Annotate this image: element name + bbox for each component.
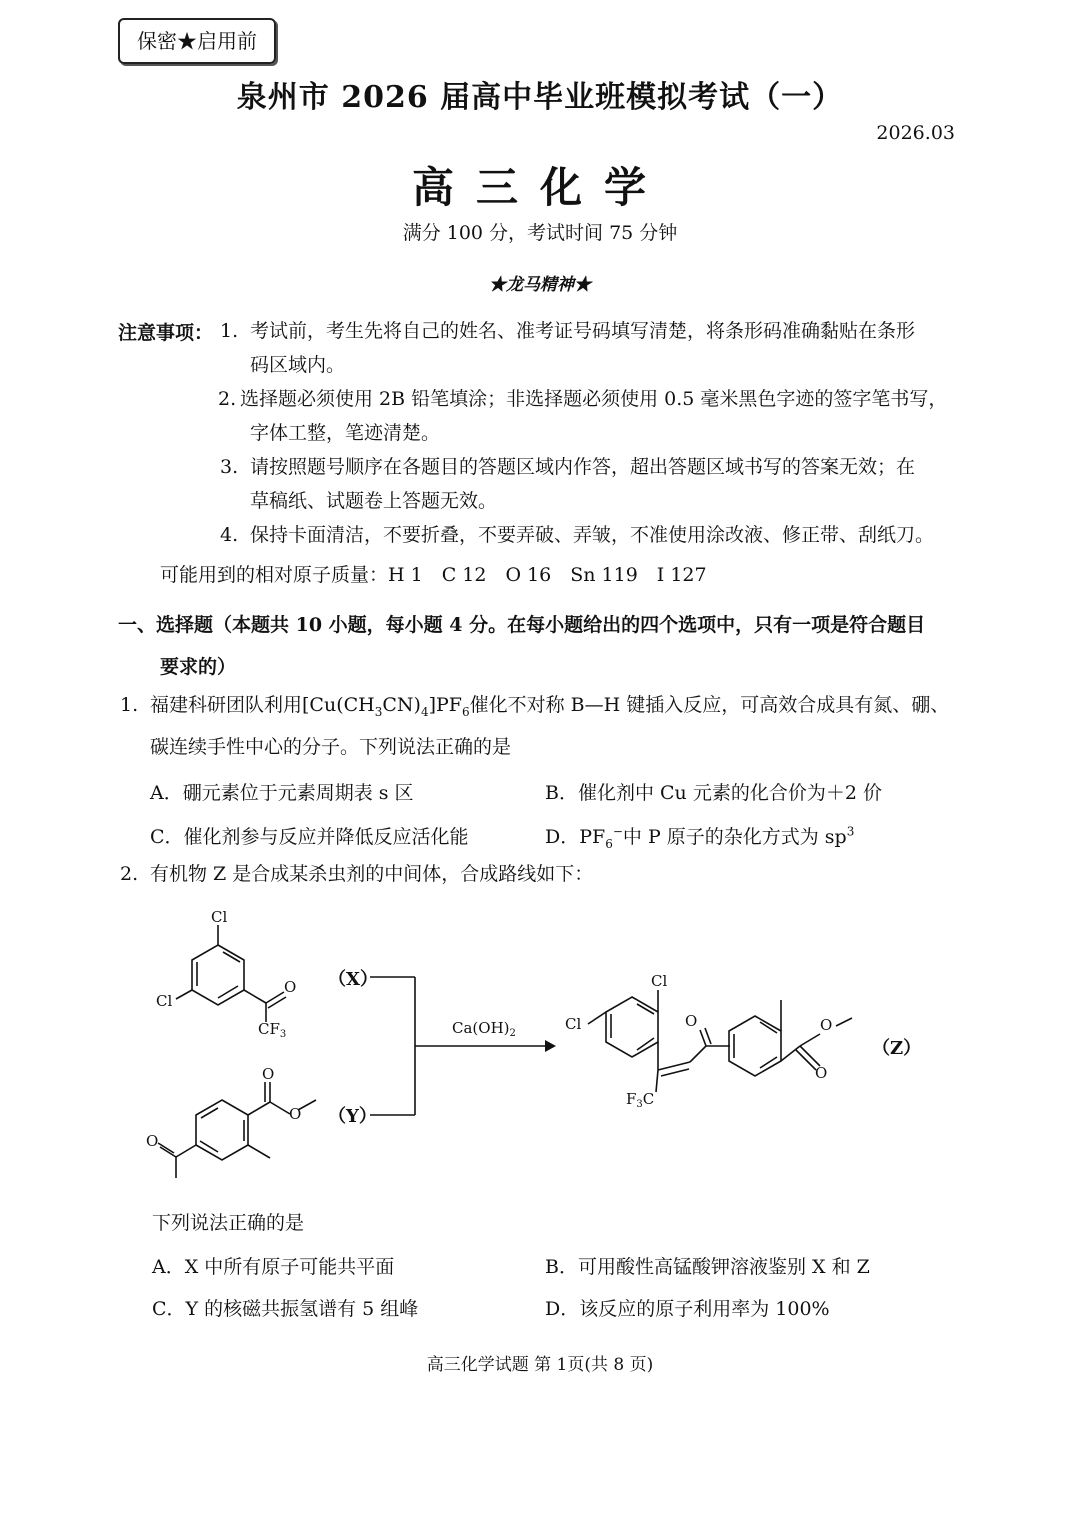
section-1-title-line1: 一、选择题（本题共 10 小题，每小题 4 分。在每小题给出的四个选项中，只有一项是符合题目	[118, 614, 926, 636]
q1-opt-d-mid: 中 P 原子的杂化方式为 sp	[622, 826, 847, 848]
q1-opt-d-minus: −	[612, 824, 623, 839]
q1-opt-d-pre: D．PF	[545, 826, 606, 848]
note-1-num: 1.	[220, 320, 239, 342]
notes-label: 注意事项：	[118, 322, 214, 344]
reagent-label: $Ca(OH)_2$	[452, 1019, 516, 1039]
q2-option-a: A．X 中所有原子可能共平面	[152, 1256, 395, 1278]
note-3-line2: 草稿纸、试题卷上答题无效。	[250, 490, 498, 512]
x-cl-left: Cl	[156, 992, 173, 1010]
note-1-line2: 码区域内。	[250, 354, 346, 376]
q2-prompt: 下列说法正确的是	[152, 1212, 305, 1234]
q1-opt-d-sub: 6	[605, 836, 613, 851]
q1-number: 1.	[120, 694, 139, 716]
label-x: （X）	[328, 969, 378, 990]
q2-option-b: B．可用酸性高锰酸钾溶液鉴别 X 和 Z	[545, 1256, 870, 1278]
q2-option-c: C．Y 的核磁共振氢谱有 5 组峰	[152, 1298, 419, 1320]
label-z: （Z）	[872, 1038, 922, 1059]
exam-date: 2026.03	[876, 122, 955, 144]
page-footer: 高三化学试题 第 1页(共 8 页)	[426, 1355, 654, 1375]
note-2-line2: 字体工整，笔迹清楚。	[250, 422, 441, 444]
q1-stem-c: ]PF	[428, 694, 462, 716]
secret-badge: 保密★启用前	[118, 18, 276, 64]
x-cf3: $CF_3$	[258, 1020, 287, 1040]
q2-stem: 有机物 Z 是合成某杀虫剂的中间体，合成路线如下：	[150, 863, 594, 885]
q1-stem-d: 催化不对称 B—H 键插入反应，可高效合成具有氮、硼、	[469, 694, 950, 716]
molecule-y	[158, 1082, 316, 1178]
q1-stem-a: 福建科研团队利用[Cu(CH	[150, 694, 375, 716]
q1-sub2: 4	[420, 704, 429, 719]
y-o-ester: O	[289, 1105, 302, 1123]
molecule-z	[588, 990, 852, 1092]
q1-stem-b: CN)	[382, 694, 421, 716]
exam-title: 泉州市 2026 届高中毕业班模拟考试（一）	[236, 80, 844, 115]
q1-sub1: 3	[374, 704, 383, 719]
note-3-line1: 请按照题号顺序在各题目的答题区域内作答，超出答题区域书写的答案无效；在	[250, 456, 916, 478]
note-3-num: 3.	[220, 456, 239, 478]
reaction-arrow	[370, 977, 545, 1115]
z-f3c: $F_3C$	[626, 1090, 655, 1110]
q1-opt-d-sup: 3	[846, 824, 855, 839]
subject-title: 高三化学	[411, 163, 668, 212]
motto: ★龙马精神★	[489, 275, 591, 295]
q1-sub3: 6	[461, 704, 470, 719]
note-4-num: 4.	[220, 524, 239, 546]
label-y: （Y）	[328, 1106, 377, 1127]
q1-option-a: A．硼元素位于元素周期表 s 区	[150, 782, 414, 804]
z-o-carbonyl: O	[815, 1064, 828, 1082]
q1-option-c: C．催化剂参与反应并降低反应活化能	[150, 826, 469, 848]
section-1-title-line2: 要求的）	[160, 656, 237, 678]
z-cl-left: Cl	[565, 1015, 582, 1033]
note-2-line1: 选择题必须使用 2B 铅笔填涂；非选择题必须使用 0.5 毫米黑色字迹的签字笔书写，	[240, 388, 948, 410]
exam-meta: 满分 100 分，考试时间 75 分钟	[402, 222, 678, 244]
note-4-line1: 保持卡面清洁，不要折叠，不要弄破、弄皱，不准使用涂改液、修正带、刮纸刀。	[250, 524, 935, 546]
x-cl-top: Cl	[211, 908, 228, 926]
note-1-line1: 考试前，考生先将自己的姓名、准考证号码填写清楚，将条形码准确黏贴在条形	[250, 320, 916, 342]
q1-option-b: B．催化剂中 Cu 元素的化合价为＋2 价	[545, 782, 882, 804]
q2-number: 2.	[120, 863, 139, 885]
y-o-acetyl: O	[146, 1132, 159, 1150]
y-o-top: O	[262, 1065, 275, 1083]
z-o-ketone: O	[685, 1012, 698, 1030]
atomic-masses: 可能用到的相对原子质量：H 1 C 12 O 16 Sn 119 I 127	[160, 564, 707, 586]
note-2-num: 2.	[218, 388, 237, 410]
x-o: O	[284, 978, 297, 996]
z-cl-top: Cl	[651, 972, 668, 990]
arrow-head	[545, 1040, 556, 1052]
q1-stem-line2: 碳连续手性中心的分子。下列说法正确的是	[150, 736, 512, 758]
q2-option-d: D．该反应的原子利用率为 100%	[545, 1298, 830, 1320]
molecule-x	[176, 925, 286, 1022]
z-o-ester: O	[820, 1016, 833, 1034]
